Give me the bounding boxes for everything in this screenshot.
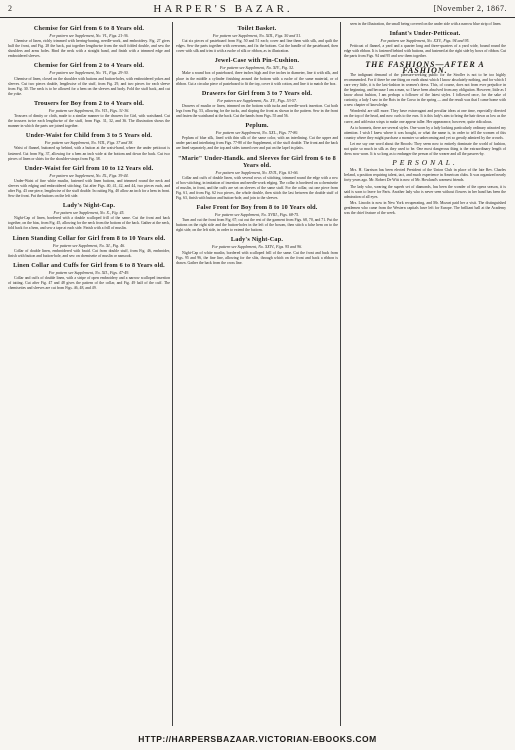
- pattern-reference: For pattern see Supplement, No. XIII., Figs. 50 and 51.: [212, 33, 302, 38]
- article-section: [344, 185, 506, 200]
- pattern-reference: For pattern see Supplement, No. XI., Fig. 46.: [52, 242, 126, 248]
- column-right: [344, 22, 506, 732]
- article-heading: "Marie" Under-Handk. and Sleeves for Girl from 6 to 8 Years old.: [178, 154, 336, 169]
- article-section: [8, 132, 170, 161]
- article-heading: Linen Collar and Cuffs for Girl from 6 to 8 Years old.: [13, 261, 165, 269]
- article-heading: False Front for Boy from 8 to 10 Years old.: [196, 204, 318, 212]
- pattern-reference: For pattern see Supplement, No. VIII., Figs. 37 and 38.: [44, 140, 134, 146]
- article-section: [344, 126, 506, 141]
- article-section: [344, 30, 506, 59]
- pattern-reference: For pattern see Supplement, No. VI., Figs. 21-36.: [49, 33, 129, 38]
- article-section: [344, 142, 506, 157]
- article-body: Collar of double linen, embroidered with braid. Cut from double stuff, from Fig. 46, embroider, finish with button and button-hole, and sew on chemisette of muslin or nansook.: [8, 248, 170, 258]
- article-heading: Infant's Under-Petticoat.: [389, 30, 461, 38]
- article-section: [176, 236, 338, 265]
- article-heading: Under-Waist for Girl from 10 to 12 Years old.: [24, 164, 154, 172]
- article-section: [176, 90, 338, 119]
- article-body: Turn and cut the front from Fig. 67; cut out the rest of the garment from Figs. 68, 70, and 71. Put the buttons on the right side and the button-holes in the left of the bosom, then stitch a false hem on to the right side, on the left side, in order to extend the buttons.: [176, 218, 338, 233]
- pattern-reference: For pattern see Supplement, No. XII., Figs. 47-49.: [48, 269, 130, 275]
- pattern-reference: For pattern see Supplement, No. XIV., Fig. 52.: [219, 65, 295, 71]
- article-body: The lady who, wearing the superb set of diamonds, has been the wonder of the opera season, it is said is soon to leave for Paris. Another lady who is never seen without flowers in her hand has been the admiration of all eyes.: [344, 184, 506, 199]
- article-body: Cut six pieces of pasteboard from Fig. 50 and 51 each; cover and line them with silk, and quilt the edges. Sew the parts together with overseam, and fix the bottom. Cut the handle of the pasteboard, then cover with silk and trim it with a ruche of silk or ribbon, as in illustration.: [176, 39, 338, 54]
- article-body: Wonderful are still more. They have extravagant and peculiar ideas at one time, especially directed on the top of the head, and now curls to the ears. It is this lady's aim to bring the hair down as low as the curve, and add extra wisps to make one appear taller. Her appearance, however, quite ridiculous.: [344, 109, 506, 124]
- pattern-reference: For pattern see Supplement, No. VII., Figs. 31-36.: [48, 107, 130, 113]
- article-body: Mrs. H. Garrison has been elected President of the Union Club in place of the late Rev. Charles Ireland, a position requiring talent, tact, and much experience in American clubs. It was organized nearly forty years ago. Mr. Robert De Witt is now of Mr. Howland's warmest friends.: [344, 168, 506, 183]
- article-heading: Drawers for Girl from 3 to 7 Years old.: [201, 89, 313, 97]
- article-body: Trousers of dimity or cloth, made to a similar manner to the drawers for Girl, with waistband. Cut the trousers twice each lengthwise of the stuff, from Figs. 31, 32, and 36. The illustration shows the manner in which the parts are joined together.: [8, 114, 170, 129]
- article-section: [176, 25, 338, 54]
- pattern-reference: For pattern see Supplement, No. XXV., Figs. 94 and 95.: [380, 38, 470, 44]
- article-heading: Lady's Night-Cap.: [230, 236, 284, 244]
- page-header: [0, 0, 515, 18]
- article-body: Night-Cap of linen, bordered with a double scalloped frill of the same. Cut the front and back together, on the bias, from Fig. 45, allowing for the neck from the bottom of the back. Gather at the neck, fold back for a hem, and sew a tape at each side. Finish with a frill of muslin.: [8, 216, 170, 231]
- pattern-reference: For pattern see Supplement, No. XV., Figs. 53-57.: [217, 97, 297, 103]
- article-body: Chemise of linen, richly trimmed with herring-boning, needle-work, and embroidery. Fig. 27 gives half the front, and Fig. 28 the back, put together lengthwise from the stuff folded double, and sew the shoulders and arms holes. Bind the neck with a straight band, and finish with a trimmed edge and embroidered sleeves.: [8, 39, 170, 59]
- article-heading: Linen Standing Collar for Girl from 8 to 10 Years old.: [12, 234, 166, 242]
- article-body: The indignant demand of the pleasure-seeking public for the Stroller is not to be too highly recommended. For if there be one thing on earth about which I know absolutely nothing, and for which I care very little, it is the last-fashion in women's dress. This, of course, does not from ever prejudice in the beginning, and because I am a man, so I have been absolved from any obligation. However, little as I know about fashion, I am perhaps a follower of the latest styles. I followed once, for the sake of curiosity, a lady I saw in the Bois in the Corso in the spring — and the result was that I came home with a new chapter of knowledge.: [344, 72, 506, 108]
- article-section: [8, 165, 170, 199]
- article-body: Collar and cuffs of double linen, with several rows of stitching, trimmed round the edge with a row of box-stitching, in imitation of insertion and needle-work edging. The collar is bordered on a chemisette of muslin, in front, and the cuffs are set on sleeves of the same stuff. For the collar, cut one piece from Fig. 61, and from Fig. 62 two pieces, the whole double, then stitch the last between the double stuff of Fig. 63, finish with button and button-hole, and join to the sleeves.: [176, 175, 338, 200]
- article-section: [8, 62, 170, 96]
- pattern-reference: For pattern see Supplement, No. VI., Figs. 29-30.: [49, 70, 129, 76]
- section-heading: PERSONAL.: [392, 158, 458, 168]
- article-section: [8, 262, 170, 291]
- pattern-reference: For pattern see Supplement, No. XVII., Figs. 61-66.: [215, 169, 299, 175]
- feature-title: THE FASHIONS—AFTER A FASHION.: [365, 60, 485, 75]
- article-section: [176, 122, 338, 151]
- article-section: [344, 160, 506, 183]
- article-body: Chemise of linen, closed on the shoulder with buttons and button-holes, with embroidered yokes and sleeves. Cut two pieces double, lengthwise of the stuff, from Fig. 29, and two pieces for each sleeve from Fig. 30. The neck is to be allowed for a hem on the sleeves and body. Fold the stuff back, and cut the yoke.: [8, 76, 170, 96]
- article-section: [344, 109, 506, 124]
- article-section: [8, 100, 170, 129]
- source-url[interactable]: HTTP://HARPERSBAZAAR.VICTORIAN-EBOOKS.COM: [138, 734, 377, 744]
- article-body: Peplum of blue silk, lined with thin silk of the same color, with an interlining. Cut the upper and under part and interlining from Figs. 77-80 of the Supplement, of the stuff double. The front and the back are lined separately, and the top and sides turned over and put on the lapel in plaits.: [176, 136, 338, 151]
- article-heading: Lady's Night-Cap.: [62, 202, 116, 210]
- pattern-reference: For pattern see Supplement, No. IX., Figs. 39-44.: [49, 172, 129, 178]
- article-body: Under-Waist of fine white muslin, fastened with linen buttons, and trimmed round the neck and sleeves with edging and embroidered stitching. Cut after Figs. 40, 41, 42, and 44, two pieces each, and after Fig. 43 one piece, lengthwise of the stuff double. In cutting Fig. 40 allow an inch for a hem in front. Sew the front. Put the buttons on the left side.: [8, 178, 170, 199]
- article-heading: Peplum.: [245, 122, 269, 130]
- article-heading: Chemise for Girl from 2 to 4 Years old.: [33, 62, 145, 70]
- article-section: [176, 155, 338, 202]
- column-left: [8, 22, 170, 732]
- article-section: [344, 201, 506, 216]
- article-section: [176, 204, 338, 233]
- article-section: [8, 202, 170, 231]
- article-heading: Trousers for Boy from 2 to 4 Years old.: [33, 99, 145, 107]
- article-body: Collar and cuffs of double linen, with a stripe of open embroidery and a narrow scalloped insertion of tatting. Cut after Fig. 47 and 48 gives the pattern of the collar, and Fig. 49 half of the cuff. The chemisettes and sleeves are cut from Figs. 46, 48, and 49.: [8, 275, 170, 291]
- article-section: [344, 22, 506, 27]
- column-divider: [340, 22, 341, 726]
- article-heading: Under-Waist for Child from 3 to 5 Years old.: [25, 132, 153, 140]
- article-body: Night-Cap of white muslin, bordered with scalloped frill of the same. Cut the front and back from Figs. 95 and 96, the fine line, allowing for the slits, through which on the front and back a ribbon is drawn. Gather the back from the cross line.: [176, 250, 338, 265]
- article-body: seen in the illustration, the small being covered on the under side with a narrow blue strip of linen.: [350, 22, 502, 26]
- article-section: [8, 235, 170, 259]
- article-body: Make a round box of pasteboard, three inches high and five inches in diameter, line it with silk, and place in the middle a cylinder finishing around the bottom with a ruche of the same material, or of ribbon. Cut a circular piece of pasteboard to fit the top, cover it with cotton, and line it to match the box.: [176, 71, 338, 86]
- article-heading: Jewel-Case with Pin-Cushion.: [214, 57, 300, 65]
- pattern-reference: For pattern see Supplement, No. XVIII., Figs. 68-75.: [214, 212, 300, 218]
- pattern-reference: For pattern see Supplement, No. XXIV., Figs. 95 and 96.: [211, 244, 303, 250]
- pattern-reference: For pattern see Supplement, No. X., Fig. 45.: [53, 210, 125, 216]
- page-number: 2: [8, 4, 13, 13]
- column-middle: [176, 22, 338, 732]
- article-body: Drawers of muslin or linen, trimmed on the bottom with tucks and needle-work insertion. Cut both legs from Fig. 53, allowing for the tucks, and sloping the front as shown in the pattern. Sew in the front and fasten the waistband at the back. Cut the bands from Figs. 55 and 56.: [176, 103, 338, 119]
- issue-date: [November 2, 1867.: [433, 4, 507, 13]
- article-body: Let me say one word about the Broods: They seem now to entirely dominate the world of fashion, not quite so much in silk as they used to be. One most dangerous thing is the extraordinary length of dress now worn. It is so long as to endanger the person of the wearer and all the passers-by.: [344, 141, 506, 157]
- article-body: Waist of flannel, buttoned up behind, with a button at the waist-band, where the under petticoat is fastened. Cut from Fig. 37, allowing for a hem an inch wide at the bottom and down the back. Cut two pieces of linen or shirts for the shoulder-straps from Fig. 38.: [8, 146, 170, 161]
- pattern-reference: For pattern see Supplement, No. XXL., Figs. 77-80.: [215, 130, 299, 136]
- masthead-title: HARPER'S BAZAR.: [153, 2, 293, 15]
- article-heading: Toilet Basket.: [237, 25, 277, 32]
- article-body: Mrs. Lincoln is now in New York recuperating, and Mr. Mozart paid her a visit. The distinguished gentlemen who came from the Western capitals have left for Europe. The brilliant ball at the Academy was the chief feature of the week.: [344, 200, 506, 215]
- article-section: [8, 25, 170, 59]
- article-body: As to bonnets, there are several styles. One worn by a lady looking particularly ordinary attracted my attention. I wish I knew where it was bought, or what the name is, in order to tell the women of this country where they might purchase a monster so unbecoming and yet so greatly admired by the crowds.: [344, 125, 506, 140]
- column-divider: [172, 22, 173, 726]
- article-section: [344, 62, 506, 108]
- article-section: [176, 57, 338, 86]
- article-heading: Chemise for Girl from 6 to 8 Years old.: [33, 25, 145, 32]
- article-body: Petticoat of flannel, a yard and a quarter long and three-quarters of a yard wide, bound round the edge with ribbon. It is fastened behind with buttons, and fastened at the right side by bows of ribbon. Cut the parts from Figs. 94 and 95 and sew them together.: [344, 44, 506, 59]
